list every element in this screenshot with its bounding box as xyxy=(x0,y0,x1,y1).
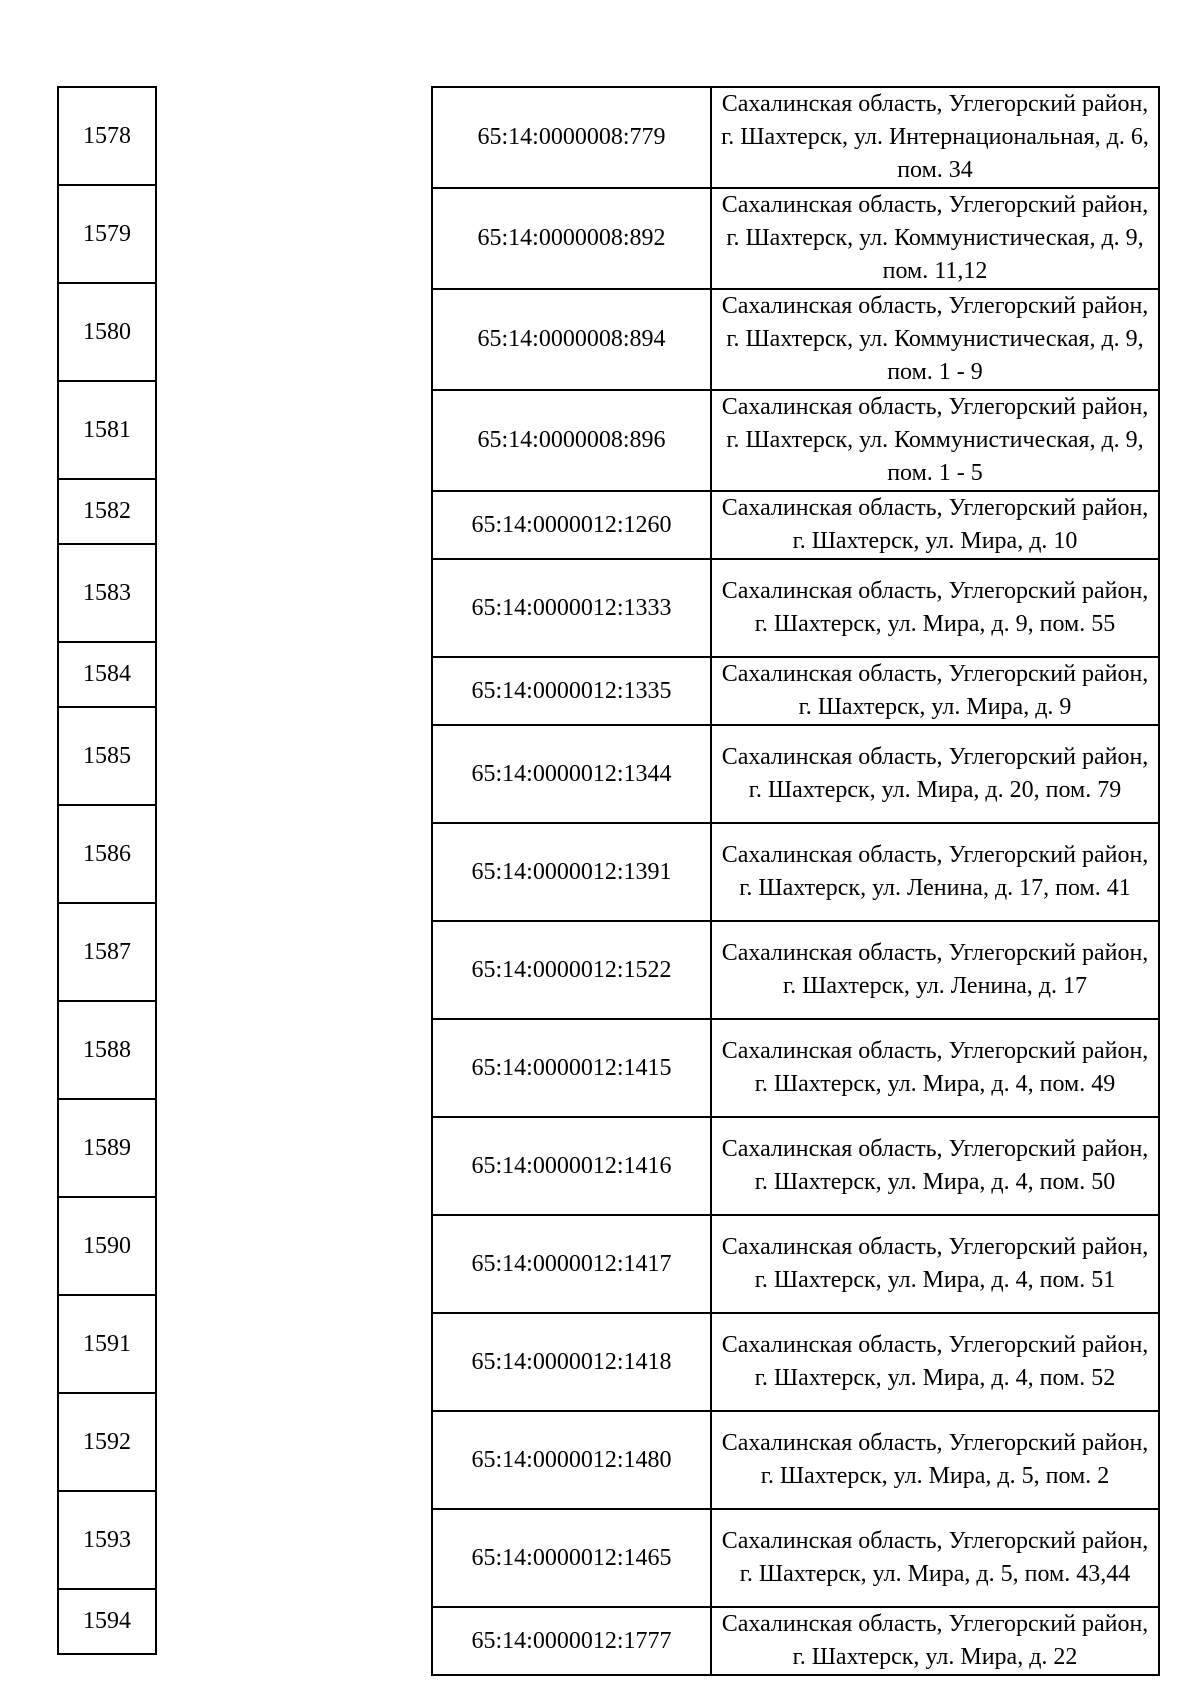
table-row xyxy=(432,1215,1159,1313)
row-number-cell: 1578 xyxy=(58,87,156,185)
number-row xyxy=(58,1393,156,1491)
row-number-cell: 1583 xyxy=(58,544,156,642)
address-cell: Сахалинская область, Углегорский район, г. Шахтерск, ул. Мира, д. 4, пом. 49 xyxy=(711,1019,1159,1117)
table-row xyxy=(432,921,1159,1019)
address-cell: Сахалинская область, Углегорский район, г. Шахтерск, ул. Мира, д. 4, пом. 50 xyxy=(711,1117,1159,1215)
cadastral-number-cell: 65:14:0000012:1415 xyxy=(432,1019,711,1117)
row-number-body xyxy=(58,87,156,1654)
address-cell: Сахалинская область, Углегорский район, г. Шахтерск, ул. Коммунистическая, д. 9, пом. 1 - 9 xyxy=(711,289,1159,390)
number-row xyxy=(58,87,156,185)
table-row xyxy=(432,87,1159,188)
row-number-cell: 1592 xyxy=(58,1393,156,1491)
table-row xyxy=(432,1313,1159,1411)
row-number-cell: 1593 xyxy=(58,1491,156,1589)
address-cell: Сахалинская область, Углегорский район, г. Шахтерск, ул. Коммунистическая, д. 9, пом. 11,12 xyxy=(711,188,1159,289)
table-row xyxy=(432,725,1159,823)
number-row xyxy=(58,1589,156,1654)
table-row xyxy=(432,559,1159,657)
address-cell: Сахалинская область, Углегорский район, г. Шахтерск, ул. Мира, д. 5, пом. 2 xyxy=(711,1411,1159,1509)
number-row xyxy=(58,1001,156,1099)
property-table xyxy=(431,86,1160,1676)
row-number-cell: 1581 xyxy=(58,381,156,479)
cadastral-number-cell: 65:14:0000012:1335 xyxy=(432,657,711,725)
number-row xyxy=(58,1295,156,1393)
row-number-table xyxy=(57,86,157,1655)
number-row xyxy=(58,903,156,1001)
cadastral-number-cell: 65:14:0000012:1480 xyxy=(432,1411,711,1509)
table-row xyxy=(432,1117,1159,1215)
address-cell: Сахалинская область, Углегорский район, г. Шахтерск, ул. Ленина, д. 17, пом. 41 xyxy=(711,823,1159,921)
address-cell: Сахалинская область, Углегорский район, г. Шахтерск, ул. Мира, д. 10 xyxy=(711,491,1159,559)
cadastral-number-cell: 65:14:0000012:1333 xyxy=(432,559,711,657)
row-number-cell: 1587 xyxy=(58,903,156,1001)
property-body xyxy=(432,87,1159,1675)
cadastral-number-cell: 65:14:0000012:1417 xyxy=(432,1215,711,1313)
cadastral-number-cell: 65:14:0000012:1260 xyxy=(432,491,711,559)
address-cell: Сахалинская область, Углегорский район, г. Шахтерск, ул. Мира, д. 22 xyxy=(711,1607,1159,1675)
row-number-cell: 1580 xyxy=(58,283,156,381)
row-number-cell: 1584 xyxy=(58,642,156,707)
cadastral-number-cell: 65:14:0000012:1391 xyxy=(432,823,711,921)
number-row xyxy=(58,1197,156,1295)
address-cell: Сахалинская область, Углегорский район, г. Шахтерск, ул. Интернациональная, д. 6, пом. 34 xyxy=(711,87,1159,188)
row-number-cell: 1591 xyxy=(58,1295,156,1393)
number-row xyxy=(58,479,156,544)
table-row xyxy=(432,1019,1159,1117)
table-row xyxy=(432,1607,1159,1675)
address-cell: Сахалинская область, Углегорский район, г. Шахтерск, ул. Коммунистическая, д. 9, пом. 1 - 5 xyxy=(711,390,1159,491)
table-row xyxy=(432,823,1159,921)
cadastral-number-cell: 65:14:0000012:1522 xyxy=(432,921,711,1019)
number-row xyxy=(58,1491,156,1589)
table-row xyxy=(432,188,1159,289)
row-number-cell: 1585 xyxy=(58,707,156,805)
row-number-cell: 1588 xyxy=(58,1001,156,1099)
number-row xyxy=(58,544,156,642)
row-number-cell: 1582 xyxy=(58,479,156,544)
cadastral-number-cell: 65:14:0000012:1416 xyxy=(432,1117,711,1215)
cadastral-number-cell: 65:14:0000012:1777 xyxy=(432,1607,711,1675)
address-cell: Сахалинская область, Углегорский район, г. Шахтерск, ул. Мира, д. 9, пом. 55 xyxy=(711,559,1159,657)
row-number-cell: 1579 xyxy=(58,185,156,283)
cadastral-number-cell: 65:14:0000012:1465 xyxy=(432,1509,711,1607)
cadastral-number-cell: 65:14:0000012:1344 xyxy=(432,725,711,823)
table-row xyxy=(432,657,1159,725)
number-row xyxy=(58,381,156,479)
number-row xyxy=(58,185,156,283)
table-row xyxy=(432,390,1159,491)
table-row xyxy=(432,289,1159,390)
number-row xyxy=(58,707,156,805)
cadastral-number-cell: 65:14:0000008:779 xyxy=(432,87,711,188)
address-cell: Сахалинская область, Углегорский район, г. Шахтерск, ул. Мира, д. 4, пом. 52 xyxy=(711,1313,1159,1411)
address-cell: Сахалинская область, Углегорский район, г. Шахтерск, ул. Мира, д. 5, пом. 43,44 xyxy=(711,1509,1159,1607)
address-cell: Сахалинская область, Углегорский район, г. Шахтерск, ул. Мира, д. 20, пом. 79 xyxy=(711,725,1159,823)
row-number-cell: 1594 xyxy=(58,1589,156,1654)
address-cell: Сахалинская область, Углегорский район, г. Шахтерск, ул. Мира, д. 4, пом. 51 xyxy=(711,1215,1159,1313)
address-cell: Сахалинская область, Углегорский район, г. Шахтерск, ул. Ленина, д. 17 xyxy=(711,921,1159,1019)
number-row xyxy=(58,1099,156,1197)
number-row xyxy=(58,283,156,381)
row-number-cell: 1590 xyxy=(58,1197,156,1295)
cadastral-number-cell: 65:14:0000008:894 xyxy=(432,289,711,390)
number-row xyxy=(58,805,156,903)
number-row xyxy=(58,642,156,707)
table-row xyxy=(432,491,1159,559)
table-row xyxy=(432,1411,1159,1509)
row-number-cell: 1589 xyxy=(58,1099,156,1197)
cadastral-number-cell: 65:14:0000008:896 xyxy=(432,390,711,491)
cadastral-number-cell: 65:14:0000008:892 xyxy=(432,188,711,289)
address-cell: Сахалинская область, Углегорский район, г. Шахтерск, ул. Мира, д. 9 xyxy=(711,657,1159,725)
row-number-cell: 1586 xyxy=(58,805,156,903)
cadastral-number-cell: 65:14:0000012:1418 xyxy=(432,1313,711,1411)
table-row xyxy=(432,1509,1159,1607)
